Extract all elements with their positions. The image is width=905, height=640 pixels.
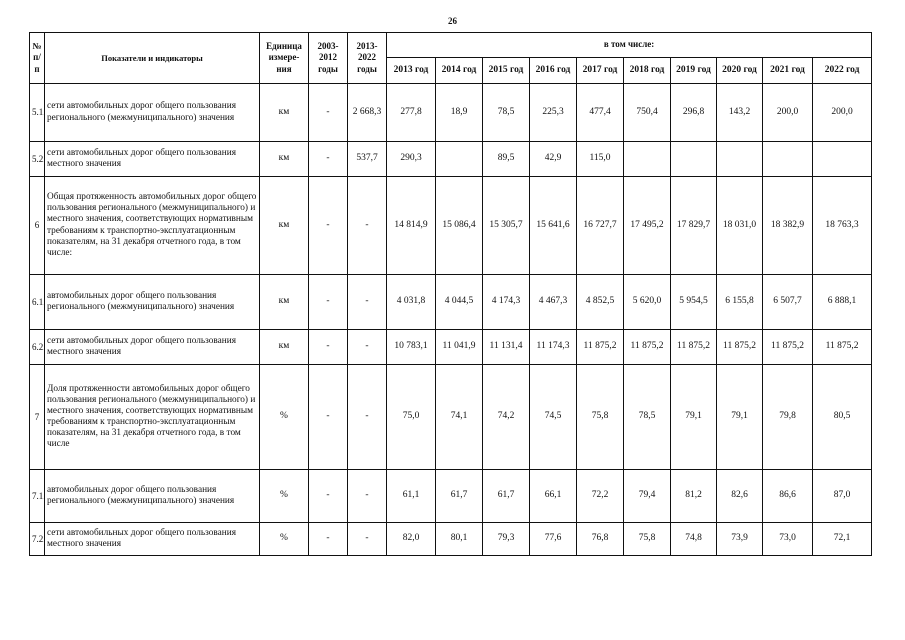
year-value-cell: 10 783,1 — [387, 330, 436, 365]
period-2003-2012-cell: - — [309, 365, 348, 470]
indicators-table — [29, 32, 872, 556]
year-value-cell: 73,9 — [717, 523, 763, 556]
page-number: 26 — [448, 16, 457, 26]
year-value-cell: 72,1 — [813, 523, 872, 556]
year-value-cell: 477,4 — [577, 84, 624, 142]
header-unit: Единица измере-ния — [260, 33, 309, 84]
period-2013-2022-cell: - — [348, 470, 387, 523]
header-no: № п/п — [30, 33, 45, 84]
year-value-cell: 11 131,4 — [483, 330, 530, 365]
header-period-2003-2012: 2003-2012 годы — [309, 33, 348, 84]
header-year: 2020 год — [717, 58, 763, 84]
year-value-cell: 82,6 — [717, 470, 763, 523]
unit-cell: % — [260, 523, 309, 556]
period-2013-2022-cell: - — [348, 177, 387, 275]
period-2003-2012-cell: - — [309, 523, 348, 556]
year-value-cell — [624, 142, 671, 177]
unit-cell: % — [260, 365, 309, 470]
indicator-name: сети автомобильных дорог общего пользования местного значения — [45, 523, 260, 556]
header-including: в том числе: — [387, 33, 872, 58]
year-value-cell: 277,8 — [387, 84, 436, 142]
year-value-cell: 11 174,3 — [530, 330, 577, 365]
year-value-cell: 75,0 — [387, 365, 436, 470]
period-2013-2022-cell: - — [348, 523, 387, 556]
year-value-cell: 4 044,5 — [436, 275, 483, 330]
year-value-cell: 5 954,5 — [671, 275, 717, 330]
year-value-cell: 225,3 — [530, 84, 577, 142]
row-number: 7.2. — [30, 523, 45, 556]
year-value-cell: 74,2 — [483, 365, 530, 470]
year-value-cell: 75,8 — [577, 365, 624, 470]
year-value-cell: 11 875,2 — [577, 330, 624, 365]
year-value-cell: 79,1 — [671, 365, 717, 470]
table-row — [30, 330, 872, 365]
year-value-cell: 18 031,0 — [717, 177, 763, 275]
year-value-cell: 81,2 — [671, 470, 717, 523]
year-value-cell: 87,0 — [813, 470, 872, 523]
year-value-cell: 18,9 — [436, 84, 483, 142]
indicator-name: сети автомобильных дорог общего пользования регионального (межмуниципального) значения — [45, 84, 260, 142]
row-number: 6.2. — [30, 330, 45, 365]
unit-cell: км — [260, 330, 309, 365]
year-value-cell: 18 763,3 — [813, 177, 872, 275]
year-value-cell: 4 852,5 — [577, 275, 624, 330]
period-2013-2022-cell: - — [348, 365, 387, 470]
year-value-cell: 11 875,2 — [813, 330, 872, 365]
year-value-cell: 80,5 — [813, 365, 872, 470]
table-row — [30, 365, 872, 470]
year-value-cell: 74,5 — [530, 365, 577, 470]
year-value-cell: 66,1 — [530, 470, 577, 523]
header-year: 2022 год — [813, 58, 872, 84]
period-2003-2012-cell: - — [309, 275, 348, 330]
year-value-cell: 14 814,9 — [387, 177, 436, 275]
year-value-cell: 11 875,2 — [624, 330, 671, 365]
year-value-cell: 18 382,9 — [763, 177, 813, 275]
year-value-cell: 17 829,7 — [671, 177, 717, 275]
year-value-cell: 61,7 — [436, 470, 483, 523]
year-value-cell: 11 875,2 — [717, 330, 763, 365]
year-value-cell: 4 174,3 — [483, 275, 530, 330]
year-value-cell: 200,0 — [813, 84, 872, 142]
header-year: 2021 год — [763, 58, 813, 84]
header-period-2013-2022: 2013-2022 годы — [348, 33, 387, 84]
year-value-cell: 78,5 — [483, 84, 530, 142]
unit-cell: км — [260, 275, 309, 330]
year-value-cell: 15 086,4 — [436, 177, 483, 275]
year-value-cell — [813, 142, 872, 177]
year-value-cell: 78,5 — [624, 365, 671, 470]
year-value-cell: 115,0 — [577, 142, 624, 177]
period-2003-2012-cell: - — [309, 84, 348, 142]
period-2003-2012-cell: - — [309, 470, 348, 523]
year-value-cell: 200,0 — [763, 84, 813, 142]
year-value-cell: 17 495,2 — [624, 177, 671, 275]
year-value-cell: 4 031,8 — [387, 275, 436, 330]
year-value-cell: 79,3 — [483, 523, 530, 556]
year-value-cell: 75,8 — [624, 523, 671, 556]
table-row — [30, 523, 872, 556]
header-indicator: Показатели и индикаторы — [45, 33, 260, 84]
period-2003-2012-cell: - — [309, 330, 348, 365]
year-value-cell: 750,4 — [624, 84, 671, 142]
year-value-cell: 89,5 — [483, 142, 530, 177]
unit-cell: км — [260, 142, 309, 177]
year-value-cell: 296,8 — [671, 84, 717, 142]
indicator-name: автомобильных дорог общего пользования регионального (межмуниципального) значения — [45, 275, 260, 330]
header-year: 2018 год — [624, 58, 671, 84]
period-2003-2012-cell: - — [309, 177, 348, 275]
table-row — [30, 142, 872, 177]
table-row — [30, 275, 872, 330]
year-value-cell: 11 875,2 — [763, 330, 813, 365]
year-value-cell — [717, 142, 763, 177]
year-value-cell: 6 888,1 — [813, 275, 872, 330]
row-number: 6.1. — [30, 275, 45, 330]
year-value-cell: 82,0 — [387, 523, 436, 556]
header-year: 2016 год — [530, 58, 577, 84]
indicator-name: сети автомобильных дорог общего пользования местного значения — [45, 142, 260, 177]
row-number: 7.1. — [30, 470, 45, 523]
year-value-cell: 290,3 — [387, 142, 436, 177]
year-value-cell: 6 155,8 — [717, 275, 763, 330]
year-value-cell: 143,2 — [717, 84, 763, 142]
year-value-cell: 5 620,0 — [624, 275, 671, 330]
year-value-cell: 86,6 — [763, 470, 813, 523]
year-value-cell: 79,1 — [717, 365, 763, 470]
header-year: 2013 год — [387, 58, 436, 84]
year-value-cell: 76,8 — [577, 523, 624, 556]
year-value-cell: 15 305,7 — [483, 177, 530, 275]
period-2013-2022-cell: - — [348, 275, 387, 330]
row-number: 6 — [30, 177, 45, 275]
indicator-name: Общая протяженность автомобильных дорог общего пользования регионального (межмуниципального) и местного значения, соответствующих нормативным требованиям к транспортно-эксплуатационным показателям, на 31 декабря отчетного года, в том числе: — [45, 177, 260, 275]
year-value-cell: 61,7 — [483, 470, 530, 523]
table-row — [30, 84, 872, 142]
header-year: 2017 год — [577, 58, 624, 84]
indicator-name: Доля протяженности автомобильных дорог общего пользования регионального (межмуниципального) и местного значения, соответствующих нормативным требованиям к транспортно-эксплуатационным показателям, на 31 декабря отчетного года, в том числе — [45, 365, 260, 470]
year-value-cell — [436, 142, 483, 177]
year-value-cell: 61,1 — [387, 470, 436, 523]
year-value-cell: 11 875,2 — [671, 330, 717, 365]
table-row — [30, 177, 872, 275]
year-value-cell: 15 641,6 — [530, 177, 577, 275]
indicator-name: автомобильных дорог общего пользования регионального (межмуниципального) значения — [45, 470, 260, 523]
unit-cell: % — [260, 470, 309, 523]
period-2013-2022-cell: 2 668,3 — [348, 84, 387, 142]
year-value-cell: 77,6 — [530, 523, 577, 556]
period-2003-2012-cell: - — [309, 142, 348, 177]
period-2013-2022-cell: - — [348, 330, 387, 365]
indicator-name: сети автомобильных дорог общего пользования местного значения — [45, 330, 260, 365]
year-value-cell: 4 467,3 — [530, 275, 577, 330]
year-value-cell: 16 727,7 — [577, 177, 624, 275]
year-value-cell — [671, 142, 717, 177]
unit-cell: км — [260, 84, 309, 142]
year-value-cell — [763, 142, 813, 177]
table-row — [30, 470, 872, 523]
year-value-cell: 42,9 — [530, 142, 577, 177]
year-value-cell: 72,2 — [577, 470, 624, 523]
year-value-cell: 74,1 — [436, 365, 483, 470]
unit-cell: км — [260, 177, 309, 275]
year-value-cell: 73,0 — [763, 523, 813, 556]
header-year: 2019 год — [671, 58, 717, 84]
year-value-cell: 80,1 — [436, 523, 483, 556]
header-year: 2014 год — [436, 58, 483, 84]
year-value-cell: 79,8 — [763, 365, 813, 470]
year-value-cell: 74,8 — [671, 523, 717, 556]
row-number: 5.2. — [30, 142, 45, 177]
header-year: 2015 год — [483, 58, 530, 84]
period-2013-2022-cell: 537,7 — [348, 142, 387, 177]
row-number: 7 — [30, 365, 45, 470]
year-value-cell: 79,4 — [624, 470, 671, 523]
year-value-cell: 11 041,9 — [436, 330, 483, 365]
year-value-cell: 6 507,7 — [763, 275, 813, 330]
row-number: 5.1. — [30, 84, 45, 142]
